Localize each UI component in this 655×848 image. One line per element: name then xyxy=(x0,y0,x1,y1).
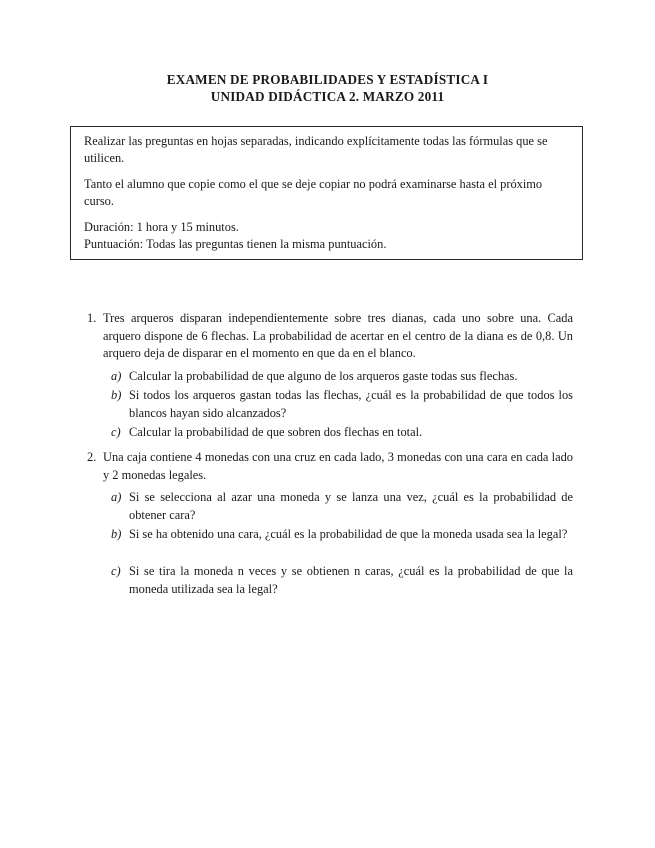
part-text: Si todos los arqueros gastan todas las flechas, ¿cuál es la probabilidad de que todos los blancos hayan sido alcanzados? xyxy=(129,388,573,420)
instruction-duration: Duración: 1 hora y 15 minutos. xyxy=(84,220,239,234)
question-text: Tres arqueros disparan independientemente sobre tres dianas, cada uno sobre una. Cada arquero dispone de 6 flechas. La probabilidad de acertar en el centro de la diana es de 0,8. Un arquero deja de disparar en el momento en que da en el blanco. xyxy=(103,311,573,360)
question-number: 2. xyxy=(87,450,97,464)
instruction-copying: Tanto el alumno que copie como el que se deje copiar no podrá examinarse hasta el próximo curso. xyxy=(84,177,543,208)
exam-subtitle: UNIDAD DIDÁCTICA 2. MARZO 2011 xyxy=(210,89,445,104)
question-number: 1. xyxy=(87,311,97,325)
part-text: Si se tira la moneda n veces y se obtienen n caras, ¿cuál es la probabilidad de que la moneda utilizada sea la legal? xyxy=(129,564,573,596)
part-text: Si se selecciona al azar una moneda y se lanza una vez, ¿cuál es la probabilidad de obtener cara? xyxy=(129,490,573,522)
part-text: Calcular la probabilidad de que sobren dos flechas en total. xyxy=(129,425,423,439)
part-label: c) xyxy=(111,564,121,578)
part-text: Si se ha obtenido una cara, ¿cuál es la probabilidad de que la moneda usada sea la legal? xyxy=(129,527,568,541)
part-label: b) xyxy=(111,527,122,541)
exam-title: EXAMEN DE PROBABILIDADES Y ESTADÍSTICA I xyxy=(166,72,489,87)
instruction-formulas: Realizar las preguntas en hojas separadas, indicando explícitamente todas las fórmulas que se utilicen. xyxy=(84,134,548,165)
part-label: b) xyxy=(111,388,122,402)
instructions-box xyxy=(70,126,583,260)
part-text: Calcular la probabilidad de que alguno de los arqueros gaste todas sus flechas. xyxy=(129,369,518,383)
part-label: c) xyxy=(111,425,121,439)
instruction-scoring: Puntuación: Todas las preguntas tienen la misma puntuación. xyxy=(84,237,387,251)
part-label: a) xyxy=(111,490,122,504)
question-text: Una caja contiene 4 monedas con una cruz en cada lado, 3 monedas con una cara en cada lado y 2 monedas legales. xyxy=(103,450,573,482)
part-label: a) xyxy=(111,369,122,383)
